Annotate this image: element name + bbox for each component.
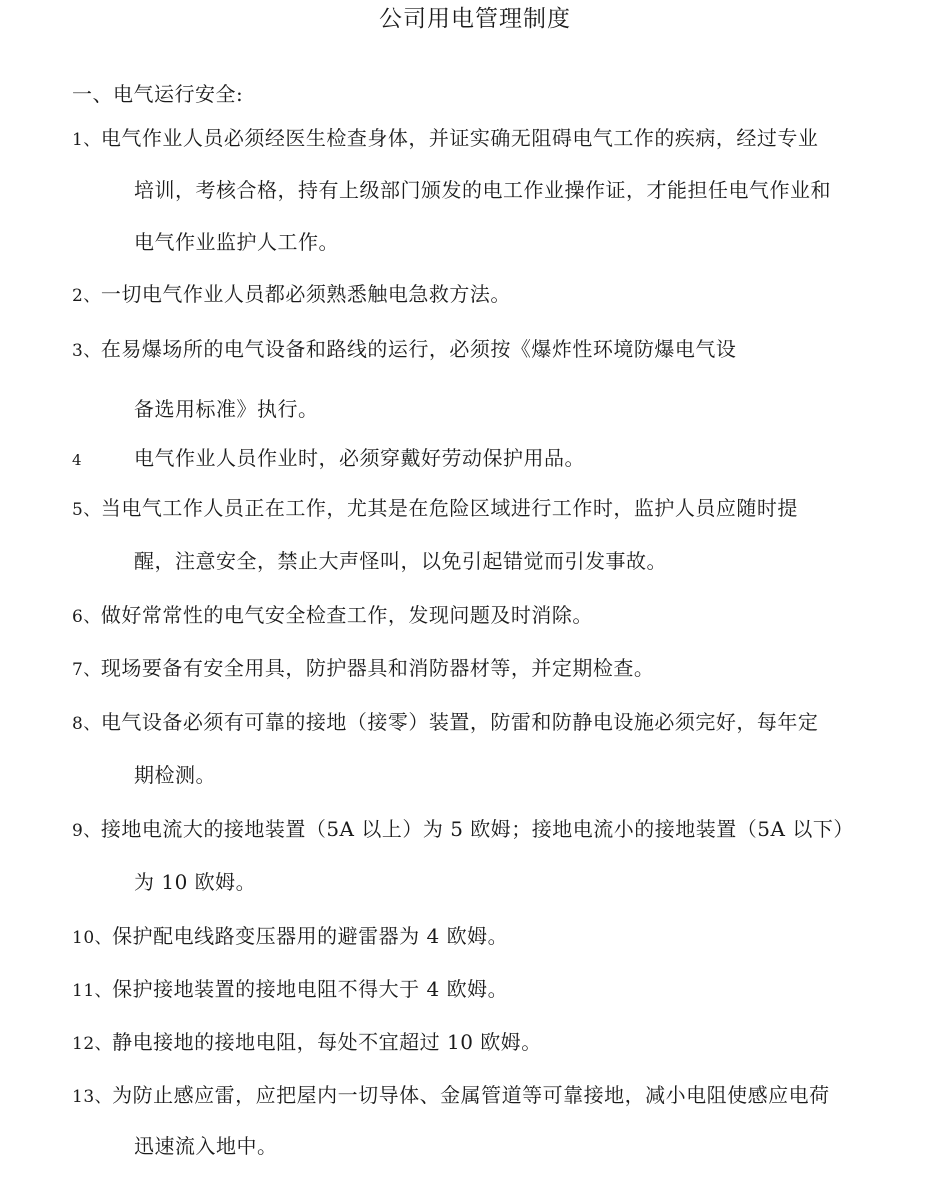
list-item-13-line-1 [72,1080,830,1112]
item-number: 12、 [72,1034,113,1054]
item-number: 2、 [72,286,101,306]
item-text: 电气作业人员必须经医生检查身体，并证实确无阻碍电气工作的疾病，经过专业 [100,126,819,150]
list-item-11 [72,974,508,1006]
list-item-5-line-2: 醒，注意安全，禁止大声怪叫，以免引起错觉而引发事故。 [134,549,667,573]
item-text: 静电接地的接地电阻，每处不宜超过 10 欧姆。 [112,1030,542,1054]
section-heading: 一、电气运行安全: [72,82,244,106]
list-item-2 [72,279,511,311]
item-text: 接地电流大的接地装置（5A 以上）为 5 欧姆；接地电流小的接地装置（5A 以下） [100,817,854,841]
list-item-1-line-2: 培训，考核合格，持有上级部门颁发的电工作业操作证，才能担任电气作业和 [134,178,831,202]
item-text: 现场要备有安全用具，防护器具和消防器材等，并定期检查。 [100,656,655,680]
item-number: 11、 [72,981,113,1001]
list-item-12 [72,1027,542,1059]
list-item-9-line-1 [72,814,854,846]
list-item-13-line-2: 迅速流入地中。 [134,1134,278,1158]
list-item-8-line-1 [72,707,818,739]
item-text: 保护配电线路变压器用的避雷器为 4 欧姆。 [112,924,509,948]
document-title: 公司用电管理制度 [379,6,571,32]
list-item-1-line-3: 电气作业监护人工作。 [134,230,339,254]
item-text: 保护接地装置的接地电阻不得大于 4 欧姆。 [112,977,509,1001]
item-text: 做好常常性的电气安全检查工作，发现问题及时消除。 [100,603,593,627]
item-number: 13、 [72,1087,113,1107]
item-number: 6、 [72,607,101,627]
item-number: 9、 [72,821,101,841]
list-item-6 [72,600,593,632]
item-text: 在易爆场所的电气设备和路线的运行，必须按《爆炸性环境防爆电气设 [100,337,737,361]
list-item-10 [72,921,508,953]
item-number: 1、 [72,130,101,150]
list-item-5-line-1 [72,493,798,525]
item-number: 7、 [72,660,101,680]
list-item-8-line-2: 期检测。 [134,763,216,787]
item-number: 5、 [72,500,101,520]
item-number: 10、 [72,928,113,948]
item-number: 8、 [72,714,101,734]
list-item-4-text: 电气作业人员作业时，必须穿戴好劳动保护用品。 [134,446,585,470]
list-item-3-line-2: 备选用标准》执行。 [134,397,319,421]
item-text: 一切电气作业人员都必须熟悉触电急救方法。 [100,282,511,306]
list-item-7 [72,653,654,685]
list-item-1-line-1 [72,123,818,155]
item-text: 为防止感应雷，应把屋内一切导体、金属管道等可靠接地，减小电阻使感应电荷 [112,1083,830,1107]
item-text: 当电气工作人员正在工作，尤其是在危险区域进行工作时，监护人员应随时提 [100,496,798,520]
list-item-9-line-2: 为 10 欧姆。 [134,870,257,894]
list-item-4-number: 4 [72,451,83,469]
item-text: 电气设备必须有可靠的接地（接零）装置，防雷和防静电设施必须完好，每年定 [100,710,819,734]
list-item-3-line-1 [72,334,736,366]
item-number: 3、 [72,341,101,361]
